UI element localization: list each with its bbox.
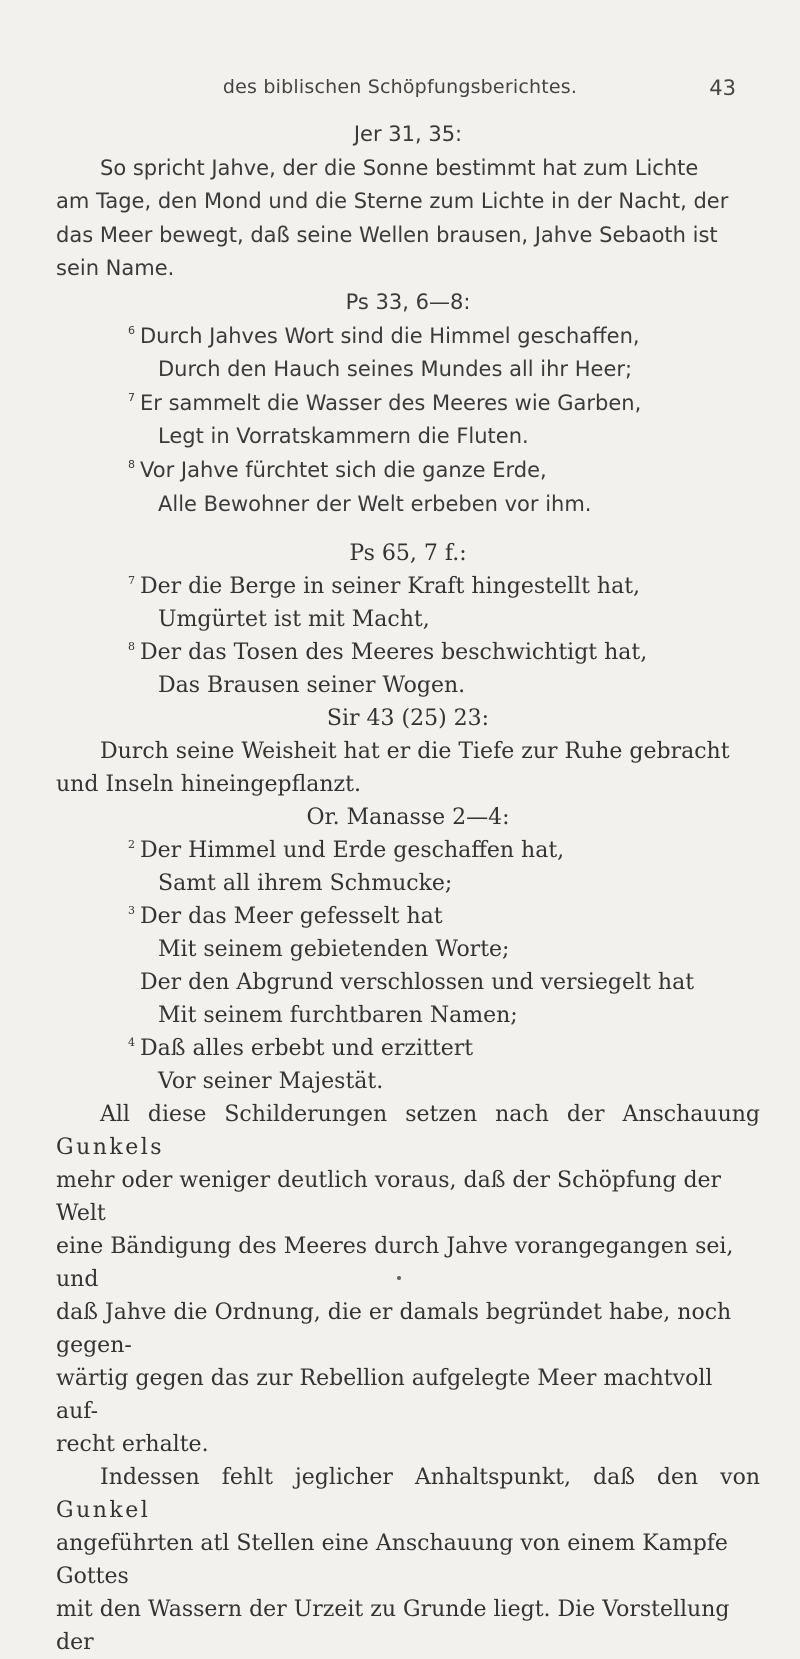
- paragraph-line: eine Bändigung des Meeres durch Jahve vorangegangen sei, und: [56, 1234, 734, 1292]
- verse-text: Der Himmel und Erde geschaffen hat,: [140, 838, 565, 863]
- page-number: 43: [709, 76, 736, 100]
- verse-line: Mit seinem gebietenden Worte;: [158, 937, 510, 962]
- paragraph-line: So spricht Jahve, der die Sonne bestimmt hat zum Lichte: [100, 155, 699, 180]
- print-speck: [397, 1276, 401, 1280]
- paragraph-line: wärtig gegen das zur Rebellion aufgelegte Meer machtvoll auf-: [56, 1366, 713, 1424]
- paragraph-line: [56, 1461, 760, 1527]
- verse-line: [56, 387, 760, 421]
- scripture-reference: Ps 33, 6—8:: [345, 289, 471, 314]
- verse-number: 4: [128, 1036, 135, 1049]
- verse-text: Der die Berge in seiner Kraft hingestellt hat,: [140, 574, 641, 599]
- paragraph-line: sein Name.: [56, 256, 175, 281]
- scripture-reference: Ps 65, 7 f.:: [349, 541, 467, 566]
- paragraph-line: am Tage, den Mond und die Sterne zum Lichte in der Nacht, der: [56, 189, 729, 214]
- verse-text: Der das Meer gefesselt hat: [140, 904, 443, 929]
- paragraph-line: recht erhalte.: [56, 1432, 209, 1457]
- verse-number: 3: [128, 904, 135, 917]
- verse-number: 8: [128, 640, 135, 653]
- scripture-reference: Sir 43 (25) 23:: [326, 706, 490, 731]
- text-run: All diese Schilderungen setzen nach der Anschauung: [100, 1102, 760, 1127]
- verse-text: Daß alles erbebt und erzittert: [140, 1036, 474, 1061]
- verse-line: [56, 1032, 760, 1065]
- verse-text: Er sammelt die Wasser des Meeres wie Garben,: [140, 390, 642, 415]
- paragraph-line: und Inseln hineingepflanzt.: [56, 772, 361, 797]
- verse-line: [56, 320, 760, 354]
- paragraph-line: Durch seine Weisheit hat er die Tiefe zur Ruhe gebracht: [100, 739, 730, 764]
- verse-line: Der den Abgrund verschlossen und versiegelt hat: [140, 970, 695, 995]
- verse-text: Vor Jahve fürchtet sich die ganze Erde,: [140, 457, 547, 482]
- verse-line: Das Brausen seiner Wogen.: [158, 673, 466, 698]
- verse-number: 7: [128, 390, 135, 404]
- running-title: des biblischen Schöpfungsberichtes.: [222, 76, 578, 98]
- verse-line: Mit seinem furchtbaren Namen;: [158, 1003, 518, 1028]
- scripture-reference: Or. Manasse 2—4:: [306, 805, 510, 830]
- verse-line: Umgürtet ist mit Macht,: [158, 607, 430, 632]
- verse-line: [56, 454, 760, 488]
- scripture-reference: Jer 31, 35:: [353, 122, 463, 146]
- verse-line: Alle Bewohner der Welt erbeben vor ihm.: [158, 491, 592, 516]
- verse-number: 6: [128, 323, 135, 337]
- spaced-name: Gunkels: [56, 1135, 165, 1160]
- page-header: [0, 76, 800, 110]
- paragraph-line: das Meer bewegt, daß seine Wellen brausen, Jahve Sebaoth ist: [56, 222, 718, 247]
- verse-number: 2: [128, 838, 135, 851]
- section-upper: [56, 118, 760, 521]
- text-run: Indessen fehlt jeglicher Anhaltspunkt, daß den von: [100, 1465, 760, 1490]
- verse-line: Samt all ihrem Schmucke;: [158, 871, 453, 896]
- paragraph-line: [56, 1098, 760, 1164]
- verse-number: 7: [128, 574, 135, 587]
- spaced-name: Gunkel: [56, 1498, 151, 1523]
- verse-number: 8: [128, 457, 135, 471]
- verse-line: [56, 900, 760, 933]
- verse-line: Legt in Vorratskammern die Fluten.: [158, 424, 529, 449]
- verse-text: Durch Jahves Wort sind die Himmel geschaffen,: [140, 323, 640, 348]
- paragraph-line: angeführten atl Stellen eine Anschauung von einem Kampfe Gottes: [56, 1531, 728, 1589]
- verse-line: Vor seiner Majestät.: [158, 1069, 384, 1094]
- section-lower: [56, 537, 760, 1659]
- verse-line: [56, 570, 760, 603]
- verse-line: Durch den Hauch seines Mundes all ihr Heer;: [158, 357, 633, 382]
- paragraph-line: mit den Wassern der Urzeit zu Grunde liegt. Die Vorstellung der: [56, 1597, 730, 1655]
- verse-line: [56, 834, 760, 867]
- paragraph-line: daß Jahve die Ordnung, die er damals begründet habe, noch gegen-: [56, 1300, 732, 1358]
- paragraph-line: mehr oder weniger deutlich voraus, daß der Schöpfung der Welt: [56, 1168, 722, 1226]
- verse-text: Der das Tosen des Meeres beschwichtigt hat,: [140, 640, 648, 665]
- verse-line: [56, 636, 760, 669]
